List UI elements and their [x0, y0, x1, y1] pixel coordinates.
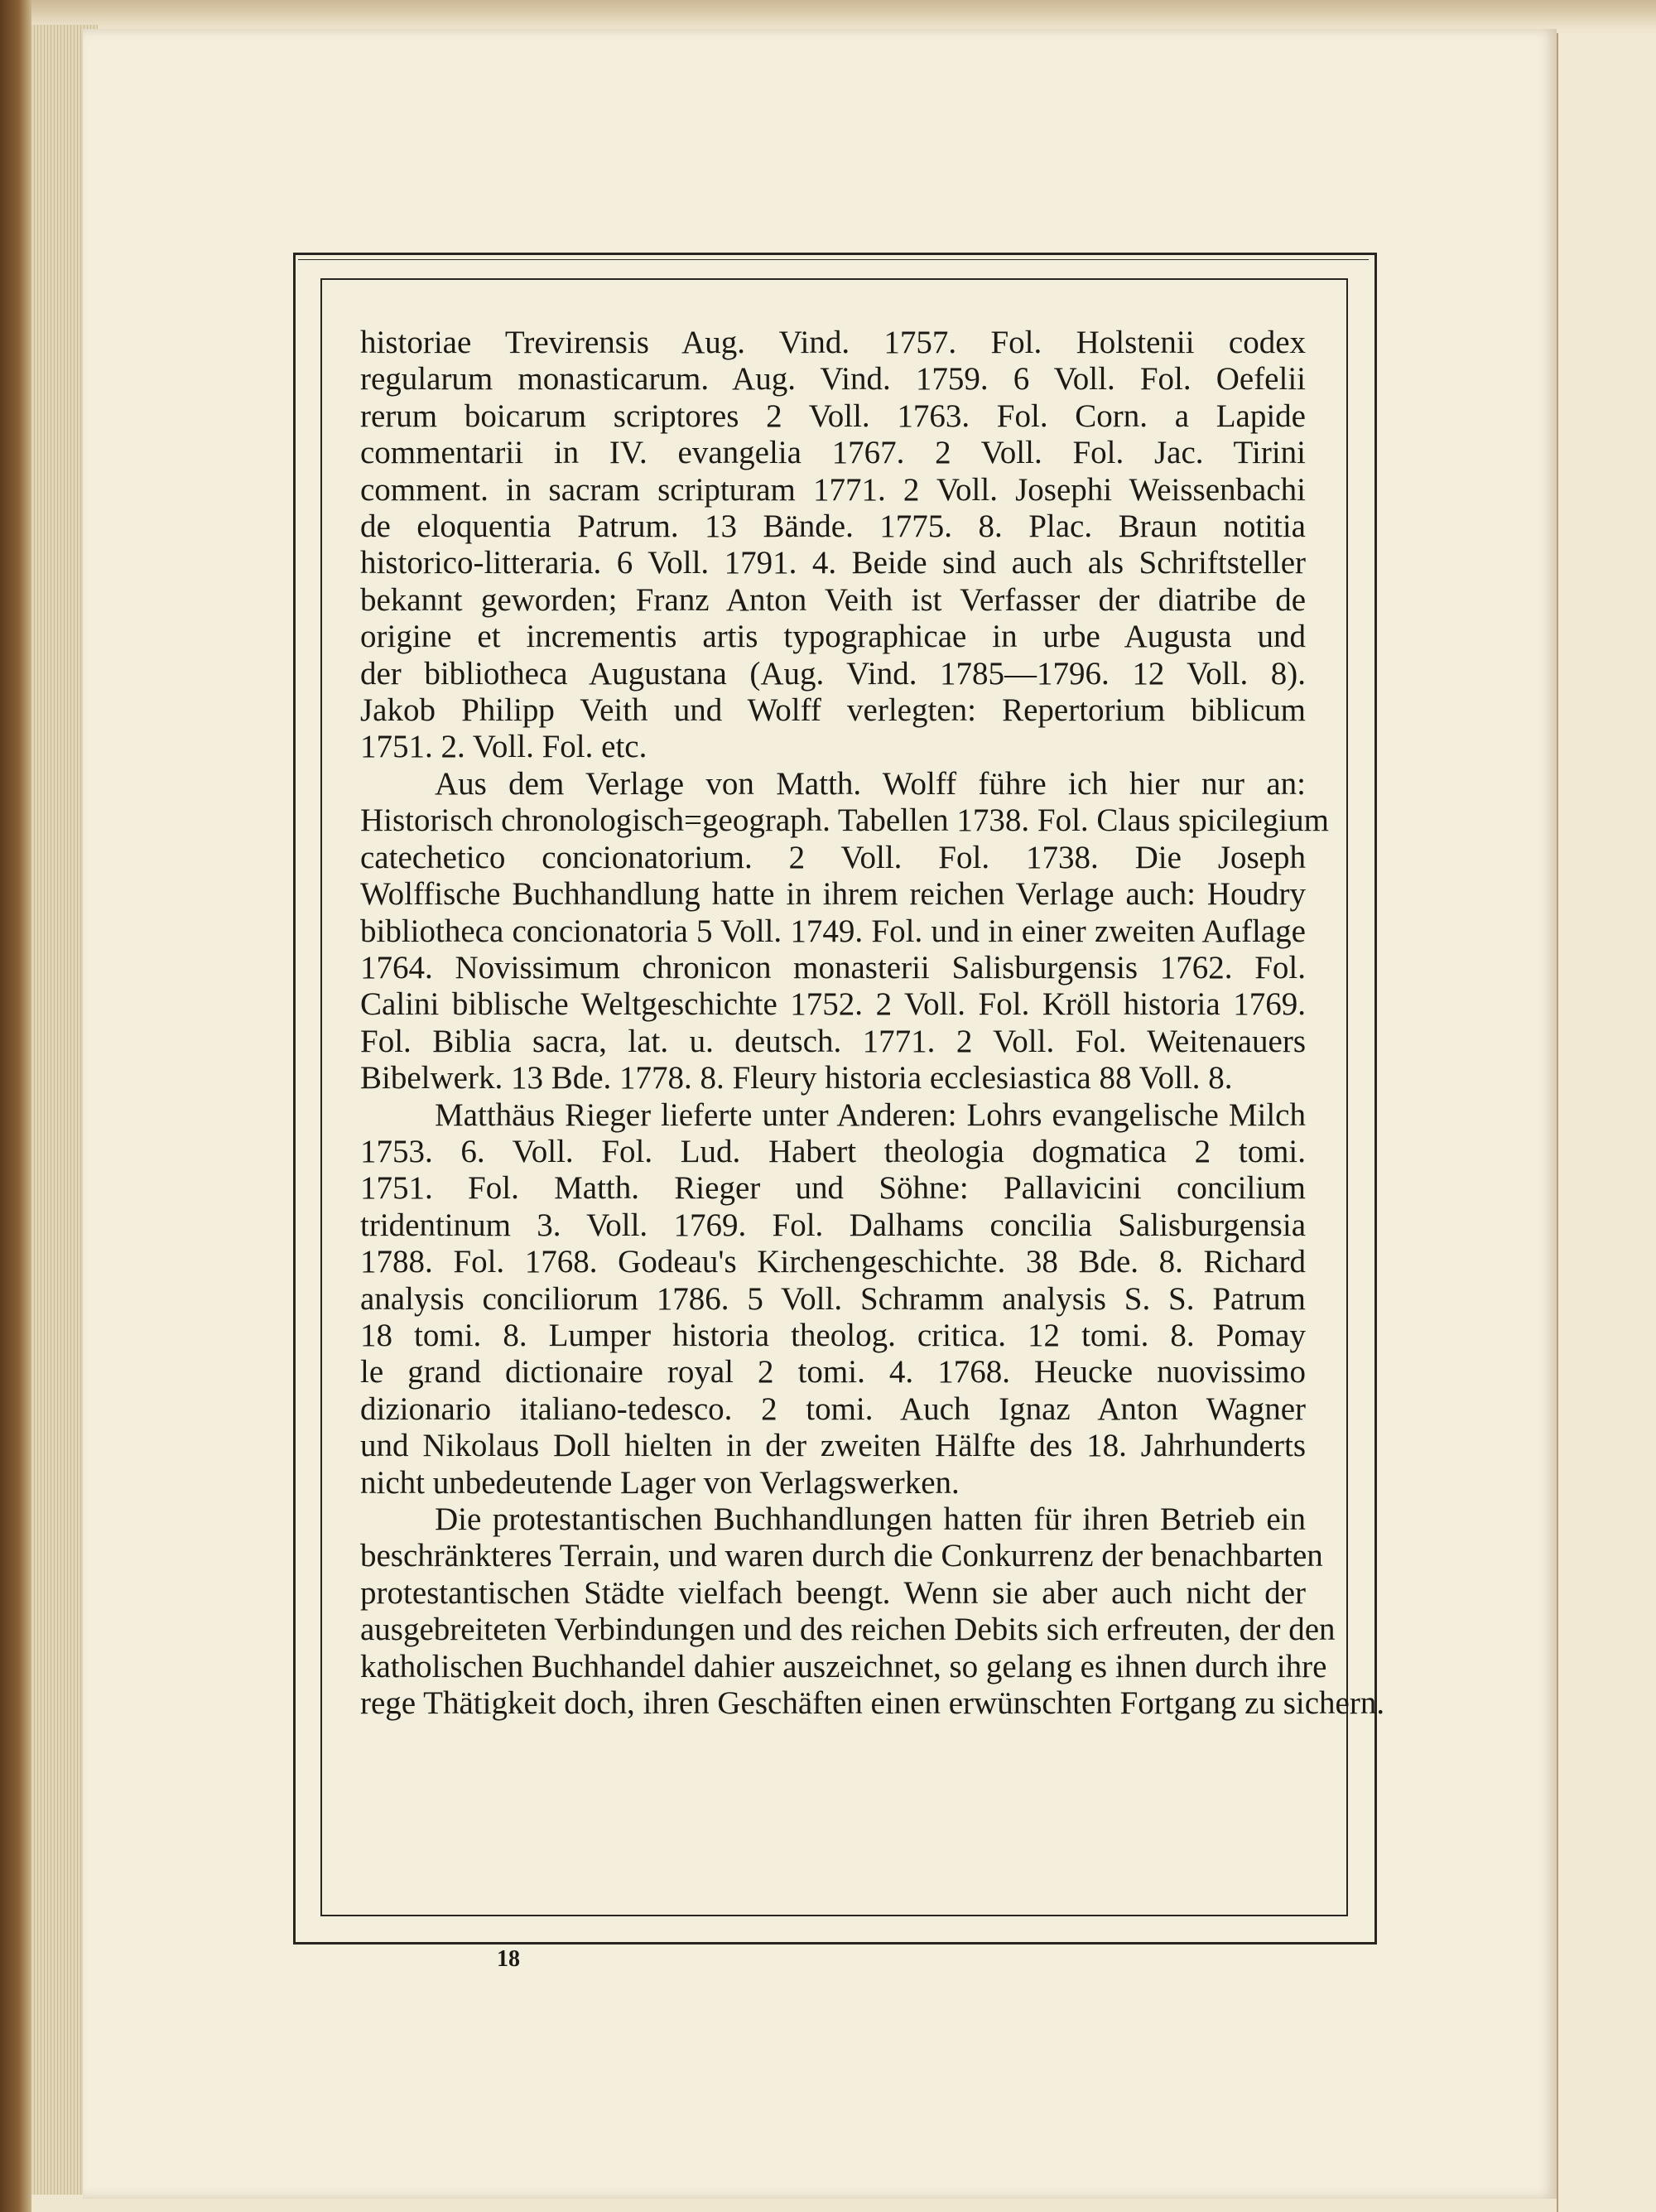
text-line: Bibelwerk. 13 Bde. 1778. 8. Fleury historia ecclesiastica 88 Voll. 8.	[360, 1060, 1233, 1096]
paragraph	[360, 765, 1329, 1097]
text-line: Matthäus Rieger lieferte unter Anderen: Lohrs evangelische Milch	[435, 1096, 1306, 1133]
text-line: Calini biblische Weltgeschichte 1752. 2 Voll. Fol. Kröll historia 1769.	[360, 986, 1306, 1023]
text-line: und Nikolaus Doll hielten in der zweiten Hälfte des 18. Jahrhunderts	[360, 1428, 1306, 1464]
text-line: 1764. Novissimum chronicon monasterii Salisburgensis 1762. Fol.	[360, 949, 1306, 986]
text-line: historiae Trevirensis Aug. Vind. 1757. Fol. Holstenii codex	[360, 325, 1306, 360]
text-line: de eloquentia Patrum. 13 Bände. 1775. 8. Plac. Braun notitia	[360, 508, 1306, 545]
text-line: 1753. 6. Voll. Fol. Lud. Habert theologia dogmatica 2 tomi.	[360, 1133, 1306, 1169]
text-line: 18 tomi. 8. Lumper historia theolog. critica. 12 tomi. 8. Pomay	[360, 1317, 1306, 1353]
text-line: le grand dictionaire royal 2 tomi. 4. 1768. Heucke nuovissimo	[360, 1354, 1306, 1390]
text-line: 1751. 2. Voll. Fol. etc.	[360, 729, 647, 765]
text-line: historico-litteraria. 6 Voll. 1791. 4. Beide sind auch als Schriftsteller	[360, 545, 1306, 581]
text-line: ausgebreiteten Verbindungen und des reichen Debits sich erfreuten, der den	[360, 1612, 1336, 1648]
text-line: Fol. Biblia sacra, lat. u. deutsch. 1771. 2 Voll. Fol. Weitenauers	[360, 1023, 1306, 1059]
text-line: Jakob Philipp Veith und Wolff verlegten: Repertorium biblicum	[360, 692, 1306, 729]
text-line: comment. in sacram scripturam 1771. 2 Voll. Josephi Weissenbachi	[360, 471, 1306, 508]
facing-page-edge	[1557, 33, 1656, 2212]
paragraph	[360, 325, 1306, 766]
frame-rule	[298, 259, 1369, 260]
text-line: dizionario italiano-tedesco. 2 tomi. Auch Ignaz Anton Wagner	[360, 1390, 1306, 1427]
text-line: Die protestantischen Buchhandlungen hatten für ihren Betrieb ein	[435, 1501, 1306, 1537]
text-line: Historisch chronologisch=geograph. Tabellen 1738. Fol. Claus spicilegium	[360, 802, 1329, 839]
text-line: beschränkteres Terrain, und waren durch die Conkurrenz der benachbarten	[360, 1538, 1323, 1574]
text-line: rerum boicarum scriptores 2 Voll. 1763. Fol. Corn. a Lapide	[360, 398, 1306, 434]
text-line: protestantischen Städte vielfach beengt. Wenn sie aber auch nicht der	[360, 1574, 1306, 1611]
text-line: nicht unbedeutende Lager von Verlagswerken.	[360, 1464, 960, 1501]
text-line: analysis conciliorum 1786. 5 Voll. Schramm analysis S. S. Patrum	[360, 1280, 1306, 1317]
text-line: der bibliotheca Augustana (Aug. Vind. 1785—1796. 12 Voll. 8).	[360, 655, 1306, 692]
body-text	[360, 325, 1385, 1722]
page-number: 18	[497, 1946, 520, 1972]
text-line: Aus dem Verlage von Matth. Wolff führe ich hier nur an:	[435, 765, 1306, 802]
text-line: regularum monasticarum. Aug. Vind. 1759. 6 Voll. Fol. Oefelii	[360, 361, 1306, 398]
text-line: bibliotheca concionatoria 5 Voll. 1749. Fol. und in einer zweiten Auflage	[360, 913, 1306, 949]
text-line: rege Thätigkeit doch, ihren Geschäften einen erwünschten Fortgang zu sichern.	[360, 1685, 1385, 1722]
text-line: tridentinum 3. Voll. 1769. Fol. Dalhams concilia Salisburgensia	[360, 1207, 1306, 1243]
text-line: 1751. Fol. Matth. Rieger und Söhne: Pallavicini concilium	[360, 1170, 1306, 1207]
book-spine	[0, 0, 31, 2212]
text-line: katholischen Buchhandel dahier auszeichnet, so gelang es ihnen durch ihre	[360, 1648, 1327, 1684]
text-line: catechetico concionatorium. 2 Voll. Fol. 1738. Die Joseph	[360, 839, 1306, 875]
text-line: Wolffische Buchhandlung hatte in ihrem reichen Verlage auch: Houdry	[360, 876, 1306, 913]
text-line: origine et incrementis artis typographicae in urbe Augusta und	[360, 619, 1306, 655]
text-line: 1788. Fol. 1768. Godeau's Kirchengeschichte. 38 Bde. 8. Richard	[360, 1244, 1306, 1280]
text-line: bekannt geworden; Franz Anton Veith ist Verfasser der diatribe de	[360, 581, 1306, 618]
scan-top-edge	[0, 0, 1656, 30]
paragraph	[360, 1501, 1385, 1722]
text-line: commentarii in IV. evangelia 1767. 2 Voll. Fol. Jac. Tirini	[360, 435, 1306, 471]
paragraph	[360, 1097, 1306, 1501]
